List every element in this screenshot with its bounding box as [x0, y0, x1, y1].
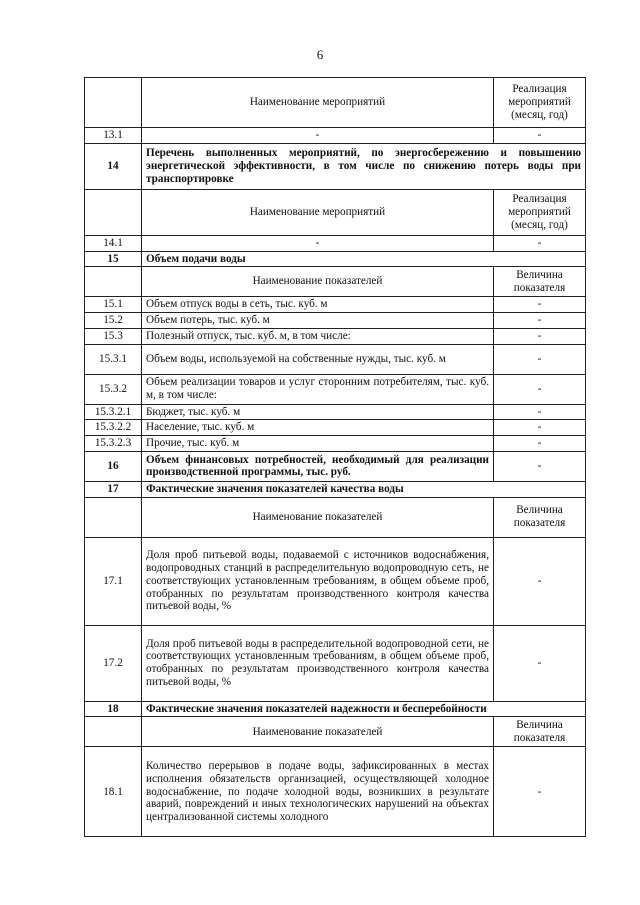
header-row [85, 717, 586, 747]
row-number: 15.3.2 [85, 374, 142, 404]
table-row [85, 625, 586, 701]
row-value: - [494, 297, 586, 313]
section-title: Объем подачи воды [142, 251, 586, 267]
row-label: Прочие, тыс. куб. м [142, 436, 494, 452]
row-label: Полезный отпуск, тыс. куб. м, в том числе: [142, 328, 494, 344]
section-number: 16 [85, 451, 142, 481]
row-number: 15.3.2.1 [85, 404, 142, 420]
row-value: - [494, 374, 586, 404]
row-value: - [494, 625, 586, 701]
table-row [85, 128, 586, 144]
column-header-name: Наименование показателей [142, 497, 494, 537]
section-title: Перечень выполненных мероприятий, по энергосбережению и повышению энергетической эффективности, в том числе по снижению потерь воды при транспортировке [142, 143, 586, 189]
table-row [85, 344, 586, 374]
row-number-cell [85, 267, 142, 297]
row-number: 15.3.2.2 [85, 420, 142, 436]
table-row [85, 297, 586, 313]
row-value: - [494, 537, 586, 625]
report-table-body [85, 78, 586, 837]
row-value: - [494, 404, 586, 420]
row-label: Население, тыс. куб. м [142, 420, 494, 436]
row-label: Объем потерь, тыс. куб. м [142, 313, 494, 329]
row-number: 15.3.1 [85, 344, 142, 374]
row-number-cell [85, 189, 142, 235]
column-header-name: Наименование показателей [142, 267, 494, 297]
column-header-name: Наименование показателей [142, 717, 494, 747]
section-row [85, 143, 586, 189]
row-number: 15.2 [85, 313, 142, 329]
row-value: - [494, 128, 586, 144]
row-number-cell [85, 717, 142, 747]
section-number: 18 [85, 701, 142, 717]
row-number-cell [85, 78, 142, 128]
column-header-value: Реализация мероприятий (месяц, год) [494, 78, 586, 128]
row-value: - [494, 235, 586, 251]
section-title: Объем финансовых потребностей, необходимый для реализации производственной программы, тыс. руб. [142, 451, 494, 481]
row-number: 15.1 [85, 297, 142, 313]
row-label: Доля проб питьевой воды, подаваемой с источников водоснабжения, водопроводных станций в распределительную водопроводную сеть, не соответствующих установленным требованиям, в общем объеме проб, отобранных по результатам производственного контроля качества питьевой воды, % [142, 537, 494, 625]
table-row [85, 537, 586, 625]
row-label: Бюджет, тыс. куб. м [142, 404, 494, 420]
header-row [85, 497, 586, 537]
table-row [85, 328, 586, 344]
row-value: - [494, 747, 586, 837]
header-row [85, 78, 586, 128]
column-header-value: Величина показателя [494, 717, 586, 747]
row-label: - [142, 128, 494, 144]
row-label: Доля проб питьевой воды в распределительной водопроводной сети, не соответствующих установленным требованиям, в общем объеме проб, отобранных по результатам производственного контроля качества питьевой воды, % [142, 625, 494, 701]
section-row [85, 481, 586, 497]
row-value: - [494, 420, 586, 436]
row-number: 17.1 [85, 537, 142, 625]
row-number: 17.2 [85, 625, 142, 701]
row-number: 13.1 [85, 128, 142, 144]
row-label: Объем воды, используемой на собственные нужды, тыс. куб. м [142, 344, 494, 374]
column-header-value: Величина показателя [494, 267, 586, 297]
table-row [85, 420, 586, 436]
row-label: Объем отпуск воды в сеть, тыс. куб. м [142, 297, 494, 313]
report-table [84, 77, 586, 837]
row-label: Объем реализации товаров и услуг сторонним потребителям, тыс. куб. м, в том числе: [142, 374, 494, 404]
section-row [85, 701, 586, 717]
column-header-name: Наименование мероприятий [142, 78, 494, 128]
section-number: 17 [85, 481, 142, 497]
table-row [85, 374, 586, 404]
row-label: Количество перерывов в подаче воды, зафиксированных в местах исполнения обязательств организацией, осуществляющей холодное водоснабжение, по подаче холодной воды, возникших в результате аварий, повреждений и иных технологических нарушений на объектах централизованной системы холодного [142, 747, 494, 837]
row-value: - [494, 328, 586, 344]
section-row [85, 451, 586, 481]
section-number: 14 [85, 143, 142, 189]
row-value: - [494, 344, 586, 374]
row-number: 18.1 [85, 747, 142, 837]
page-number: 6 [316, 47, 324, 62]
table-row [85, 313, 586, 329]
column-header-value: Величина показателя [494, 497, 586, 537]
row-label: - [142, 235, 494, 251]
row-number: 14.1 [85, 235, 142, 251]
row-number: 15.3 [85, 328, 142, 344]
header-row [85, 189, 586, 235]
header-row [85, 267, 586, 297]
row-number: 15.3.2.3 [85, 436, 142, 452]
row-value: - [494, 313, 586, 329]
section-title: Фактические значения показателей качества воды [142, 481, 586, 497]
column-header-name: Наименование мероприятий [142, 189, 494, 235]
column-header-value: Реализация мероприятий (месяц, год) [494, 189, 586, 235]
table-row [85, 235, 586, 251]
row-number-cell [85, 497, 142, 537]
table-row [85, 747, 586, 837]
section-number: 15 [85, 251, 142, 267]
table-row [85, 404, 586, 420]
row-value: - [494, 436, 586, 452]
section-title: Фактические значения показателей надежности и бесперебойности [142, 701, 586, 717]
section-row [85, 251, 586, 267]
table-row [85, 436, 586, 452]
row-value: - [494, 451, 586, 481]
